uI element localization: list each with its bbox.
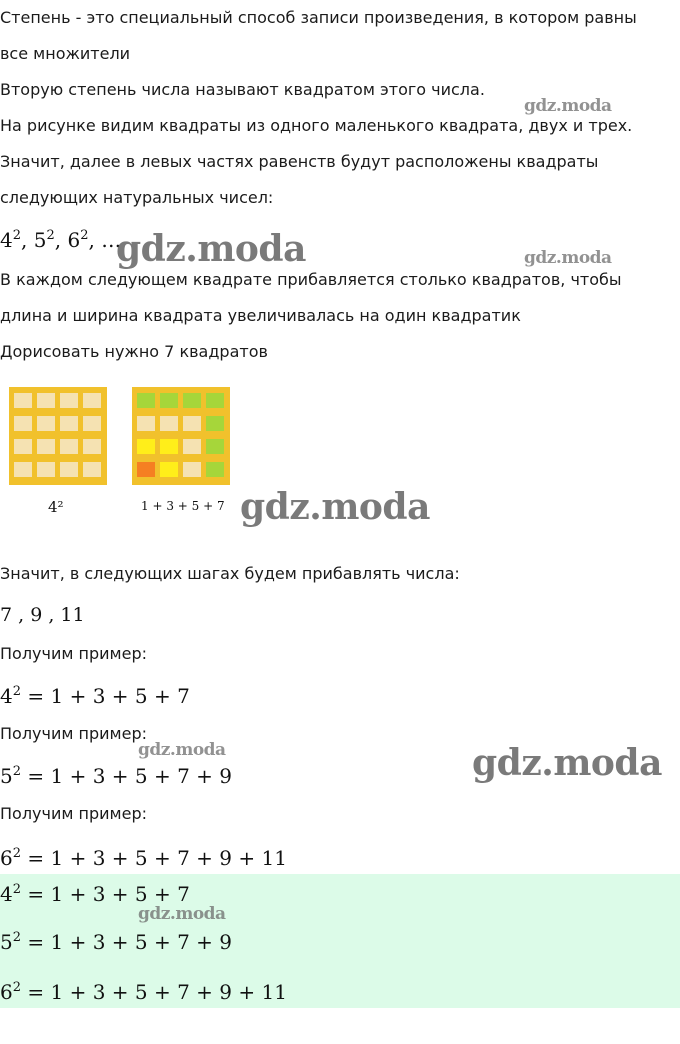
grid-cell [37,393,55,408]
watermark: gdz.moda [524,248,612,268]
grid-cell [183,439,201,454]
grid-cell [183,393,201,408]
grid-cell [137,439,155,454]
paragraph-line: В каждом следующем квадрате прибавляется столько квадратов, чтобы [0,270,622,289]
watermark: gdz.moda [524,96,612,116]
grid-cell [160,416,178,431]
grid-cell [14,416,32,431]
paragraph-line: Степень - это специальный способ записи произведения, в котором равны [0,8,637,27]
paragraph-line: длина и ширина квадрата увеличивалась на один квадратик [0,306,521,325]
answer-equation-3: $6^2 = 1 + 3 + 5 + 7 + 9 + 11$ [0,980,287,1004]
equation-3: $6^2 = 1 + 3 + 5 + 7 + 9 + 11$ [0,846,287,870]
grid-cell [183,416,201,431]
grid-cell [137,462,155,477]
grid-cell [83,416,101,431]
example-label: Получим пример: [0,724,147,743]
grid-cell [83,462,101,477]
watermark: gdz.moda [240,486,430,528]
grid-cell [60,393,78,408]
watermark: gdz.moda [472,742,662,784]
square-grid-4x4 [9,387,107,485]
example-label: Получим пример: [0,804,147,823]
grid-cell [160,393,178,408]
colored-square-grid-4x4 [132,387,230,485]
grid-cell [206,462,224,477]
grid-cell [14,439,32,454]
paragraph-line: Значит, далее в левых частях равенств будут расположены квадраты [0,152,599,171]
answer-block [0,874,680,1008]
grid-cell [60,416,78,431]
paragraph-line: Вторую степень числа называют квадратом этого числа. [0,80,485,99]
grid-cell [60,462,78,477]
grid-cell [83,439,101,454]
grid-cell [60,439,78,454]
grid-cell [37,416,55,431]
grid-cell [37,462,55,477]
grid-cell [206,416,224,431]
answer-equation-2: $5^2 = 1 + 3 + 5 + 7 + 9$ [0,930,233,954]
figure-caption-left: 4² [48,498,64,516]
grid-cell [206,393,224,408]
answer-equation-1: $4^2 = 1 + 3 + 5 + 7$ [0,882,190,906]
powers-list: $4^2$, $5^2$, $6^2$, … [0,228,122,252]
paragraph-line: все множители [0,44,131,63]
paragraph-line: Значит, в следующих шагах будем прибавлять числа: [0,564,460,583]
grid-cell [183,462,201,477]
equation-1: $4^2 = 1 + 3 + 5 + 7$ [0,684,190,708]
grid-cell [137,393,155,408]
grid-cell [14,393,32,408]
grid-cell [137,416,155,431]
grid-cell [160,462,178,477]
grid-cell [206,439,224,454]
grid-cell [83,393,101,408]
paragraph-line: На рисунке видим квадраты из одного маленького квадрата, двух и трех. [0,116,633,135]
watermark: gdz.moda [138,740,226,760]
watermark: gdz.moda [138,904,226,924]
paragraph-line: Дорисовать нужно 7 квадратов [0,342,268,361]
grid-cell [14,462,32,477]
watermark: gdz.moda [116,228,306,270]
grid-cell [37,439,55,454]
grid-cell [160,439,178,454]
equation-2: $5^2 = 1 + 3 + 5 + 7 + 9$ [0,764,233,788]
paragraph-line: следующих натуральных чисел: [0,188,274,207]
next-numbers: 7 , 9 , 11 [0,604,85,626]
figure-caption-right: 1 + 3 + 5 + 7 [141,499,225,513]
example-label: Получим пример: [0,644,147,663]
